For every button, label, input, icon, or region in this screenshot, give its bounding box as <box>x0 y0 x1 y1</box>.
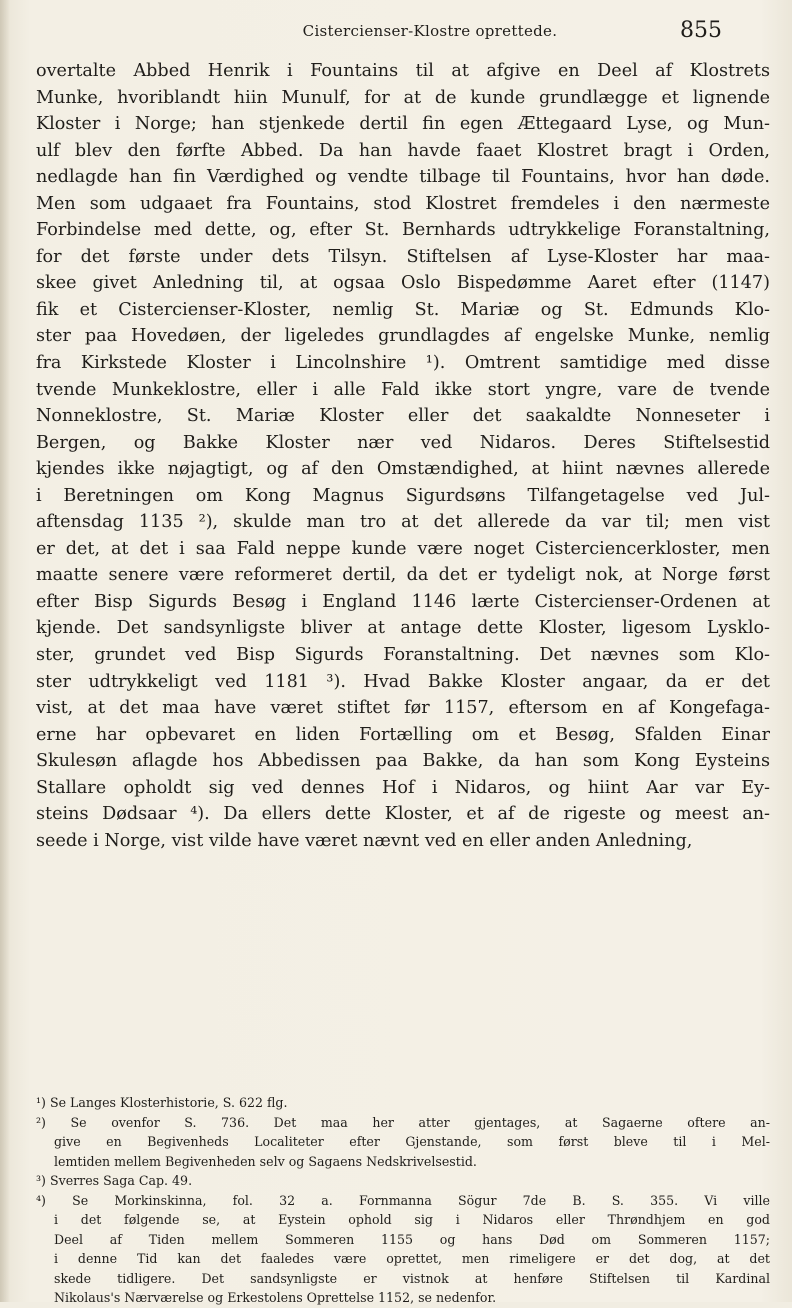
text-line: seede i Norge, vist vilde have været nævnt ved en eller anden Anledning, <box>36 830 693 851</box>
text-line: steins Dødsaar ⁴). Da ellers dette Kloster, et af de rigeste og meest an- <box>36 804 770 825</box>
text-line: ulf blev den førfte Abbed. Da han havde faaet Klostret bragt i Orden, <box>36 140 770 161</box>
footnote <box>36 1171 770 1191</box>
text-line: kjende. Det sandsynligste bliver at antage dette Kloster, ligesom Lysklo- <box>36 618 770 639</box>
text-line: overtalte Abbed Henrik i Fountains til at afgive en Deel af Klostrets <box>36 61 770 81</box>
text-line: Forbindelse med dette, og, efter St. Bernhards udtrykkelige Foranstaltning, <box>36 220 770 241</box>
text-line: Nonneklostre, St. Mariæ Kloster eller det saakaldte Nonneseter i <box>36 406 770 427</box>
footnote-line: lemtiden mellem Begivenheden selv og Sagaens Nedskrivelsestid. <box>54 1153 477 1169</box>
text-line: ster udtrykkeligt ved 1181 ³). Hvad Bakke Kloster angaar, da er det <box>36 671 770 692</box>
text-line: Bergen, og Bakke Kloster nær ved Nidaros. Deres Stiftelsestid <box>36 432 770 453</box>
footnote-line: give en Begivenheds Localiteter efter Gjenstande, som først bleve til i Mel- <box>54 1134 770 1149</box>
footnote-line: Nikolaus's Nærværelse og Erkestolens Oprettelse 1152, se nedenfor. <box>54 1290 497 1305</box>
footnote-line: Deel af Tiden mellem Sommeren 1155 og hans Død om Sommeren 1157; <box>54 1231 770 1247</box>
text-line: fra Kirkstede Kloster i Lincolnshire ¹). Omtrent samtidige med disse <box>36 353 770 374</box>
text-line: ster paa Hovedøen, der ligeledes grundlagdes af engelske Munke, nemlig <box>36 326 770 347</box>
footnote-line: i det følgende se, at Eystein ophold sig i Nidaros eller Thrøndhjem en god <box>54 1212 770 1227</box>
footnotes <box>36 1093 770 1308</box>
text-line: fik et Cistercienser-Kloster, nemlig St. Mariæ og St. Edmunds Klo- <box>36 299 770 320</box>
text-line: skee givet Anledning til, at ogsaa Oslo Bispedømme Aaret efter (1147) <box>36 273 770 294</box>
running-title: Cistercienser-Klostre oprettede. <box>302 22 558 40</box>
page-number: 855 <box>680 18 722 43</box>
footnote-line: ²) Se ovenfor S. 736. Det maa her atter gjentages, at Sagaerne oftere an- <box>36 1114 770 1130</box>
text-line: aftensdag 1135 ²), skulde man tro at det allerede da var til; men vist <box>36 512 770 533</box>
text-line: kjendes ikke nøjagtigt, og af den Omstændighed, at hiint nævnes allerede <box>36 459 770 480</box>
text-line: Men som udgaaet fra Fountains, stod Klostret fremdeles i den nærmeste <box>36 193 770 214</box>
text-line: maatte senere være reformeret dertil, da det er tydeligt nok, at Norge først <box>36 565 770 586</box>
text-line: Munke, hvoriblandt hiin Munulf, for at de kunde grundlægge et lignende <box>36 87 770 108</box>
footnote <box>36 1093 770 1113</box>
text-line: Skulesøn aflagde hos Abbedissen paa Bakke, da han som Kong Eysteins <box>36 751 770 772</box>
text-line: efter Bisp Sigurds Besøg i England 1146 lærte Cistercienser-Ordenen at <box>36 591 770 612</box>
binding-shadow <box>0 0 10 1302</box>
text-line: for det første under dets Tilsyn. Stiftelsen af Lyse-Kloster har maa- <box>36 246 770 267</box>
footnote <box>36 1113 770 1172</box>
text-line: Kloster i Norge; han stjenkede dertil fin egen Ættegaard Lyse, og Mun- <box>36 114 770 135</box>
text-line: i Beretningen om Kong Magnus Sigurdsøns Tilfangetagelse ved Jul- <box>36 485 770 506</box>
text-line: erne har opbevaret en liden Fortælling om et Besøg, Sfalden Einar <box>36 724 770 745</box>
text-line: tvende Munkeklostre, eller i alle Fald ikke stort yngre, vare de tvende <box>36 379 770 400</box>
text-line: Stallare opholdt sig ved dennes Hof i Nidaros, og hiint Aar var Ey- <box>36 777 770 798</box>
footnote-line: ⁴) Se Morkinskinna, fol. 32 a. Fornmanna Sögur 7de B. S. 355. Vi ville <box>36 1192 770 1208</box>
footnote-line: i denne Tid kan det faaledes være oprettet, men rimeligere er det dog, at det <box>54 1251 770 1266</box>
text-line: ster, grundet ved Bisp Sigurds Foranstaltning. Det nævnes som Klo- <box>36 645 770 666</box>
footnote-line: ³) Sverres Saga Cap. 49. <box>36 1173 193 1188</box>
text-line: vist, at det maa have været stiftet før 1157, eftersom en af Kongefaga- <box>36 698 770 719</box>
footnote <box>36 1191 770 1308</box>
main-text <box>36 58 770 854</box>
footnote-line: skede tidligere. Det sandsynligste er vistnok at henføre Stiftelsen til Kardinal <box>54 1270 770 1286</box>
text-line: nedlagde han fin Værdighed og vendte tilbage til Fountains, hvor han døde. <box>36 167 770 188</box>
text-line: er det, at det i saa Fald neppe kunde være noget Cisterciencerkloster, men <box>36 538 770 559</box>
footnote-line: ¹) Se Langes Klosterhistorie, S. 622 flg. <box>36 1095 288 1110</box>
